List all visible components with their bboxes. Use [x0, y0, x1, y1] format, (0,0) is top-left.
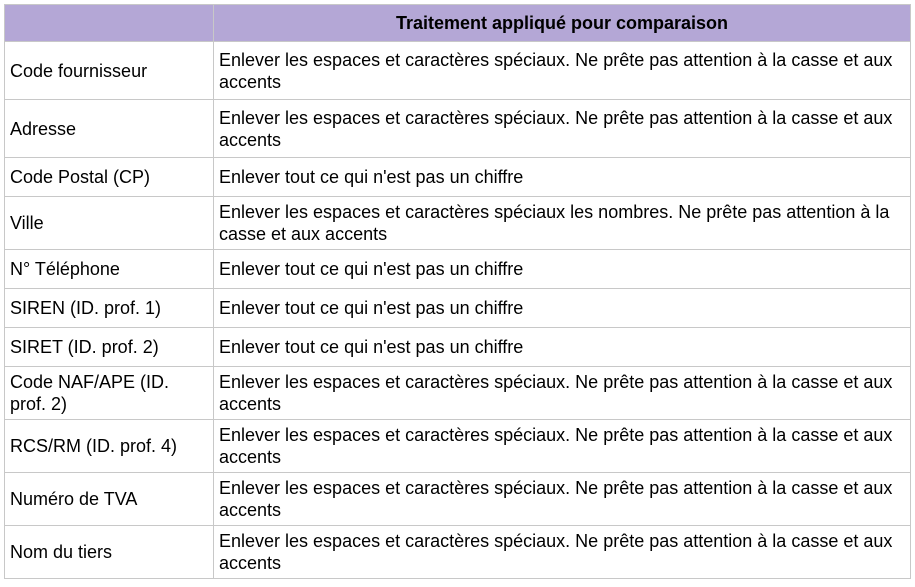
- table-row: [5, 42, 911, 100]
- field-name-cell: Ville: [5, 197, 214, 250]
- field-name-cell: SIRET (ID. prof. 2): [5, 328, 214, 367]
- table-row: [5, 100, 911, 158]
- table-row: [5, 367, 911, 420]
- treatment-cell: Enlever les espaces et caractères spéciaux. Ne prête pas attention à la casse et aux accents: [214, 100, 911, 158]
- field-name-cell: Nom du tiers: [5, 526, 214, 579]
- table-row: [5, 526, 911, 579]
- table-row: [5, 197, 911, 250]
- table-row: [5, 250, 911, 289]
- treatment-cell: Enlever les espaces et caractères spéciaux. Ne prête pas attention à la casse et aux accents: [214, 420, 911, 473]
- table-row: [5, 420, 911, 473]
- header-cell-treatment: Traitement appliqué pour comparaison: [214, 5, 911, 42]
- header-cell-field: [5, 5, 214, 42]
- treatment-cell: Enlever tout ce qui n'est pas un chiffre: [214, 250, 911, 289]
- treatment-cell: Enlever les espaces et caractères spéciaux. Ne prête pas attention à la casse et aux accents: [214, 42, 911, 100]
- table-row: [5, 289, 911, 328]
- treatment-cell: Enlever les espaces et caractères spéciaux. Ne prête pas attention à la casse et aux accents: [214, 526, 911, 579]
- table-row: [5, 158, 911, 197]
- treatment-cell: Enlever les espaces et caractères spéciaux. Ne prête pas attention à la casse et aux accents: [214, 473, 911, 526]
- field-name-cell: Code Postal (CP): [5, 158, 214, 197]
- treatment-cell: Enlever tout ce qui n'est pas un chiffre: [214, 328, 911, 367]
- field-name-cell: N° Téléphone: [5, 250, 214, 289]
- treatment-cell: Enlever tout ce qui n'est pas un chiffre: [214, 289, 911, 328]
- treatment-cell: Enlever tout ce qui n'est pas un chiffre: [214, 158, 911, 197]
- field-name-cell: Code NAF/APE (ID. prof. 2): [5, 367, 214, 420]
- field-name-cell: Code fournisseur: [5, 42, 214, 100]
- treatment-cell: Enlever les espaces et caractères spéciaux. Ne prête pas attention à la casse et aux accents: [214, 367, 911, 420]
- table-header-row: [5, 5, 911, 42]
- table-row: [5, 328, 911, 367]
- field-name-cell: Numéro de TVA: [5, 473, 214, 526]
- comparison-table: [4, 4, 911, 579]
- field-name-cell: SIREN (ID. prof. 1): [5, 289, 214, 328]
- field-name-cell: RCS/RM (ID. prof. 4): [5, 420, 214, 473]
- table-row: [5, 473, 911, 526]
- treatment-cell: Enlever les espaces et caractères spéciaux les nombres. Ne prête pas attention à la casse et aux accents: [214, 197, 911, 250]
- field-name-cell: Adresse: [5, 100, 214, 158]
